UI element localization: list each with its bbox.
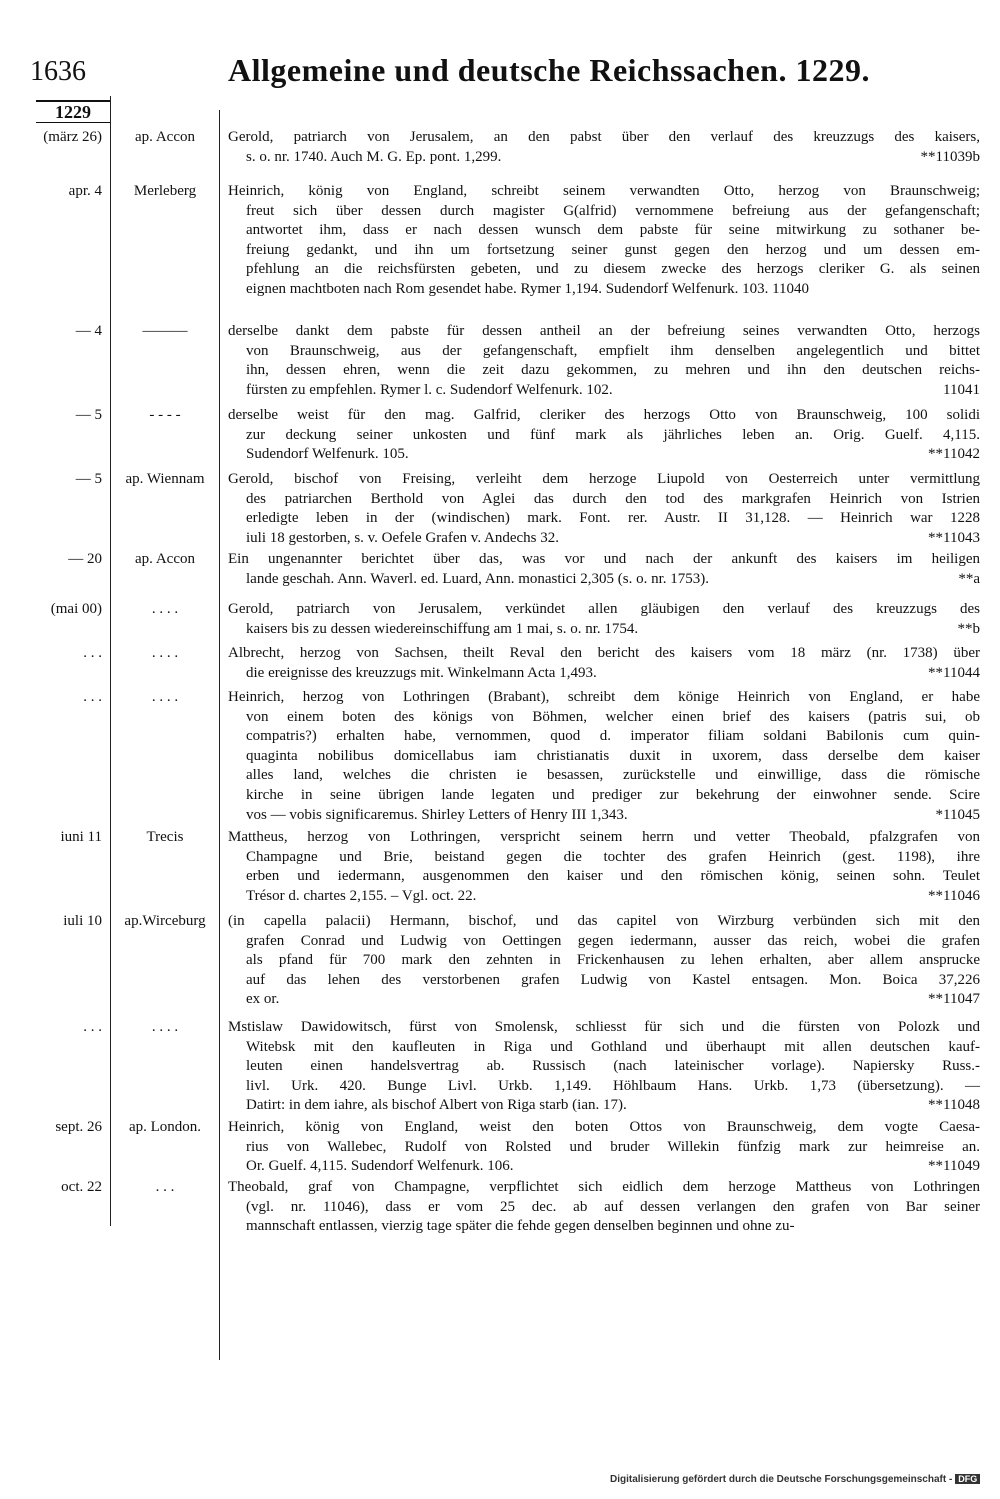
entry-text — [228, 1018, 980, 1116]
page-header — [28, 52, 978, 92]
entry-line: kaisers bis zu dessen wiedereinschiffung am 1 mai, s. o. nr. 1754. **b — [246, 620, 980, 637]
entry-place: ap.Wirceburg — [124, 913, 206, 929]
entry-date: oct. 22 — [61, 1179, 102, 1195]
entry-date: iuli 10 — [63, 913, 102, 929]
entry-text — [228, 600, 980, 639]
entry-line: quaginta nobilibus domicellabus iam christianatis duxit in uxorem, dass derselbe dem kaiser — [246, 747, 980, 764]
entry-date: (mai 00) — [50, 601, 102, 617]
entry-text — [228, 322, 980, 400]
entry-text — [228, 550, 980, 589]
entry-place: . . . . — [151, 1019, 179, 1035]
entry-date: — 20 — [68, 551, 102, 567]
entry-line: ex or. **11047 — [246, 991, 980, 1008]
entry-line: von einem boten des königs von Böhmen, welcher einen brief des kaisers (patris sui, ob — [246, 708, 980, 725]
entry-line: Or. Guelf. 4,115. Sudendorf Welfenurk. 106. **11049 — [246, 1158, 980, 1175]
entry-line: mannschaft entlassen, vierzig tage später die fehde gegen denselben beginnen und ohne zu- — [246, 1218, 795, 1235]
entry-line: Ein ungenannter berichtet über das, was vor und nach der ankunft des kaisers im heiligen — [228, 551, 980, 567]
entry-line: Heinrich, könig von England, weist den boten Ottos von Braunschweig, dem vogte Caesa- — [228, 1119, 980, 1135]
entry-place: Merleberg — [133, 183, 197, 199]
entry-date: — 4 — [75, 323, 102, 339]
entry-place: - - - - — [149, 407, 181, 423]
entry-date: — 5 — [75, 407, 102, 423]
entry-place: ——— — [142, 323, 188, 339]
footer-credit — [610, 1474, 980, 1485]
entry-line: freut sich über dessen durch magister G(alfrid) vernommene befreiung aus der gefangenschaft; — [246, 202, 980, 219]
column-divider-right — [219, 110, 220, 1360]
entry-line: Theobald, graf von Champagne, verpflichtet sich eidlich dem herzoge Mattheus von Lothringen — [228, 1179, 980, 1195]
entry-line: Datirt: in dem iahre, als bischof Albert von Riga starb (ian. 17). **11048 — [246, 1097, 980, 1114]
entry-line: Champagne und Brie, beistand gegen die tochter des grafen Heinrich (gest. 1198), ihre — [246, 848, 980, 865]
entry-line: vos — vobis significaremus. Shirley Letters of Henry III 1,343. *11045 — [246, 806, 980, 823]
entry-line: Trésor d. chartes 2,155. – Vgl. oct. 22. **11046 — [246, 887, 980, 904]
entry-place: ap. London. — [128, 1119, 202, 1135]
entry-place: . . . — [155, 1179, 175, 1195]
entry-line: pfehlung an die reichsfürsten gebeten, und zu diesem zwecke des herzogs cleriker G. als seinen — [246, 261, 980, 278]
entry-line: derselbe weist für den mag. Galfrid, cleriker des herzogs Otto von Braunschweig, 100 solidi — [228, 407, 980, 423]
entry-line: iuli 18 gestorben, s. v. Oefele Grafen v. Andechs 32. **11043 — [246, 529, 980, 546]
entry-date: apr. 4 — [68, 183, 102, 199]
entry-line: Gerold, bischof von Freising, verleiht dem herzoge Liupold von Oesterreich unter vermittlung — [228, 471, 980, 487]
entry-place: . . . . — [151, 645, 179, 661]
entry-line: eignen machtboten nach Rom gesendet habe. Rymer 1,194. Sudendorf Welfenurk. 103. 11040 — [246, 280, 810, 297]
entry-line: lande geschah. Ann. Waverl. ed. Luard, Ann. monastici 2,305 (s. o. nr. 1753). **a — [246, 570, 980, 587]
entry-line: erben und iedermann, ausgenommen den kaiser und den römischen könig, seinen sohn. Teulet — [246, 868, 980, 885]
entry-text — [228, 1118, 980, 1177]
entry-text — [228, 470, 980, 548]
entry-line: (vgl. nr. 11046), dass er vom 25 dec. ab auf dessen verlangen den grafen von Bar seiner — [246, 1198, 980, 1215]
entry-line: antwortet ihm, dass er nach dessen wunsch dem pabste für seine mitwirkung zu sothaner be- — [246, 222, 980, 239]
entry-line: leuten einen handelsvertrag ab. Russisch (nach lateinischer vorlage). Napiersky Russ.- — [246, 1058, 980, 1075]
entry-line: s. o. nr. 1740. Auch M. G. Ep. pont. 1,299. **11039b — [246, 148, 980, 165]
entry-line: compatris?) erhalten habe, vernommen, quod d. imperator filiam soldani Babilonis cum quin- — [246, 728, 980, 745]
entry-line: Heinrich, herzog von Lothringen (Brabant), schreibt dem könige Heinrich von England, er habe — [228, 689, 980, 705]
entry-line: Heinrich, könig von England, schreibt seinem verwandten Otto, herzog von Braunschweig; — [228, 183, 980, 199]
entry-place: ap. Accon — [135, 129, 195, 145]
entry-line: die ereignisse des kreuzzugs mit. Winkelmann Acta 1,493. **11044 — [246, 664, 980, 681]
entry-text — [228, 828, 980, 906]
footer-text: Digitalisierung gefördert durch die Deutsche Forschungsgemeinschaft - — [610, 1474, 953, 1485]
entry-line: Gerold, patriarch von Jerusalem, verkündet allen gläubigen den verlauf des kreuzzugs des — [228, 601, 980, 617]
entry-date: sept. 26 — [55, 1119, 102, 1135]
entry-text — [228, 128, 980, 167]
entry-line: von Braunschweig, aus der gefangenschaft, empfielt ihm denselben angelegentlich und bittet — [246, 342, 980, 359]
entry-line: kirche in seine übrigen lande legaten und prediger zur bekehrung der einwohner sende. Scire — [246, 786, 980, 803]
entry-line: erledigte leben in der (windischen) mark. Font. rer. Austr. II 31,128. — Heinrich war 1228 — [246, 510, 980, 527]
entry-line: alles land, welches die christen ie besassen, zurückstelle und einwillige, dass die römische — [246, 767, 980, 784]
entry-line: des patriarchen Berthold von Aglei das durch den tod des markgrafen Heinrich von Istrien — [246, 490, 980, 507]
entry-line: ihn, dessen ehren, wenn die zeit dazu gekommen, zu mehren und ihn den deutschen reichs- — [246, 362, 980, 379]
entry-text — [228, 912, 980, 1010]
entry-line: als pfand für 700 mark den zehnten in Frickenhausen zu lehen erhalten, aber allem ansprucke — [246, 952, 980, 969]
entry-line: Gerold, patriarch von Jerusalem, an den pabst über den verlauf des kreuzzugs des kaisers, — [228, 129, 980, 145]
dfg-logo: DFG — [955, 1474, 980, 1484]
entry-date: . . . — [83, 1019, 102, 1035]
entry-line: auf das lehen des verstorbenen grafen Ludwig von Kastel entsagen. Mon. Boica 37,226 — [246, 971, 980, 988]
entry-line: livl. Urk. 420. Bunge Livl. Urkb. 1,149. Höhlbaum Hans. Urkb. 1,73 (übersetzung). — — [246, 1077, 980, 1094]
entry-line: Sudendorf Welfenurk. 105. **11042 — [246, 446, 980, 463]
entry-place: . . . . — [151, 689, 179, 705]
entry-text — [228, 644, 980, 683]
entry-date: . . . — [83, 689, 102, 705]
entry-place: ap. Wiennam — [125, 471, 205, 487]
entry-text — [228, 406, 980, 465]
running-title: Allgemeine und deutsche Reichssachen. 1229. — [228, 52, 870, 88]
entry-line: Mstislaw Dawidowitsch, fürst von Smolensk, schliesst für sich und die fürsten von Polozk und — [228, 1019, 980, 1035]
year-heading: 1229 — [36, 100, 110, 123]
entry-text — [228, 688, 980, 825]
entry-place: Trecis — [146, 829, 184, 845]
entry-date: — 5 — [75, 471, 102, 487]
entry-place: . . . . — [151, 601, 179, 617]
entry-date: (märz 26) — [43, 129, 102, 145]
entry-date: iuni 11 — [60, 829, 102, 845]
entry-line: derselbe dankt dem pabste für dessen antheil an der befreiung seines verwandten Otto, herzogs — [228, 323, 980, 339]
entry-date: . . . — [83, 645, 102, 661]
entry-line: grafen Conrad und Ludwig von Oettingen gegen iedermann, ausser das reich, wobei die grafen — [246, 932, 980, 949]
entry-line: Albrecht, herzog von Sachsen, theilt Reval den bericht des kaisers vom 18 märz (nr. 1738) über — [228, 645, 980, 661]
entry-line: rius von Wallebec, Rudolf von Rolsted und bruder Willekin fünfzig mark zur heimreise an. — [246, 1138, 980, 1155]
entry-line: zur deckung seiner unkosten und fünf mark als jährliches leben an. Orig. Guelf. 4,115. — [246, 426, 980, 443]
entry-text — [228, 182, 980, 300]
entry-place: ap. Accon — [135, 551, 195, 567]
entry-line: Witebsk mit den kaufleuten in Riga und Gothland und überhaupt mit allen deutschen kauf- — [246, 1038, 980, 1055]
entry-line: Mattheus, herzog von Lothringen, verspricht seinem herrn und vetter Theobald, pfalzgrafen von — [228, 829, 980, 845]
column-divider-left — [110, 96, 111, 1226]
page-number: 1636 — [30, 56, 86, 87]
entry-line: fürsten zu empfehlen. Rymer l. c. Sudendorf Welfenurk. 102. 11041 — [246, 381, 980, 398]
entry-line: freiung gedankt, und ihn um fortsetzung seiner gunst gegen den herzog und um dessen em- — [246, 241, 980, 258]
entry-text — [228, 1178, 980, 1237]
entry-line: (in capella palacii) Hermann, bischof, und das capitel von Wirzburg verbünden sich mit den — [228, 913, 980, 929]
